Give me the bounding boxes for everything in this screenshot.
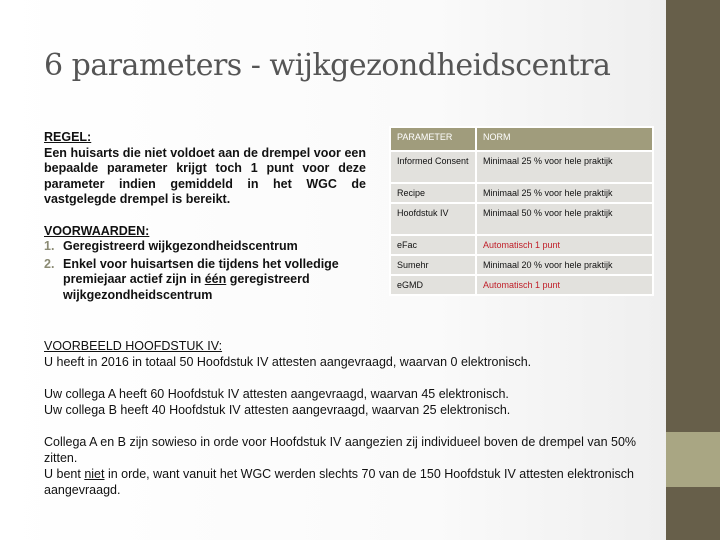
example-p4: Collega A en B zijn sowieso in orde voor Hoofdstuk IV aangezien zij individueel boven de drempel van 50% zitten. [44, 435, 637, 465]
header-norm: NORM [476, 127, 653, 151]
example-p2: Uw collega A heeft 60 Hoofdstuk IV attesten aangevraagd, waarvan 45 elektronisch. [44, 387, 509, 401]
table-row: Informed Consent Minimaal 25 % voor hele praktijk [390, 151, 653, 183]
list-text: Enkel voor huisartsen die tijdens het volledige premiejaar actief zijn in één geregistreerd wijkgezondheidscentrum [63, 256, 339, 302]
regel-heading: REGEL: [44, 130, 92, 144]
example-heading: VOORBEELD HOOFDSTUK IV: [44, 339, 223, 353]
example-p1: U heeft in 2016 in totaal 50 Hoofdstuk IV attesten aangevraagd, waarvan 0 elektronisch. [44, 355, 532, 369]
regel-text: Een huisarts die niet voldoet aan de drempel voor een bepaalde parameter krijgt toch 1 punt voor deze parameter indien gemiddeld in het WGC de vastgelegde drempel is bereikt. [44, 145, 366, 206]
example-section [44, 338, 669, 498]
table-row: eGMD Automatisch 1 punt [390, 275, 653, 295]
table-row: Hoofdstuk IV Minimaal 50 % voor hele praktijk [390, 203, 653, 235]
list-item [44, 239, 366, 255]
table-row: Recipe Minimaal 25 % voor hele praktijk [390, 183, 653, 203]
list-number: 2. [44, 256, 55, 271]
page-title: 6 parameters - wijkgezondheidscentra [44, 48, 611, 83]
table-row: eFac Automatisch 1 punt [390, 235, 653, 255]
example-p3: Uw collega B heeft 40 Hoofdstuk IV attesten aangevraagd, waarvan 25 elektronisch. [44, 403, 511, 417]
parameter-table [389, 126, 654, 296]
side-bar-accent [666, 432, 720, 487]
rules-section [44, 130, 366, 303]
list-item [44, 257, 366, 304]
table-row: Sumehr Minimaal 20 % voor hele praktijk [390, 255, 653, 275]
list-text: Geregistreerd wijkgezondheidscentrum [63, 239, 298, 253]
example-p5: U bent niet in orde, want vanuit het WGC werden slechts 70 van de 150 Hoofdstuk IV attesten elektronisch aangevraagd. [44, 467, 634, 497]
header-parameter: PARAMETER [390, 127, 476, 151]
list-number: 1. [44, 239, 55, 253]
voorwaarden-heading: VOORWAARDEN: [44, 223, 150, 238]
side-bar [666, 0, 720, 540]
